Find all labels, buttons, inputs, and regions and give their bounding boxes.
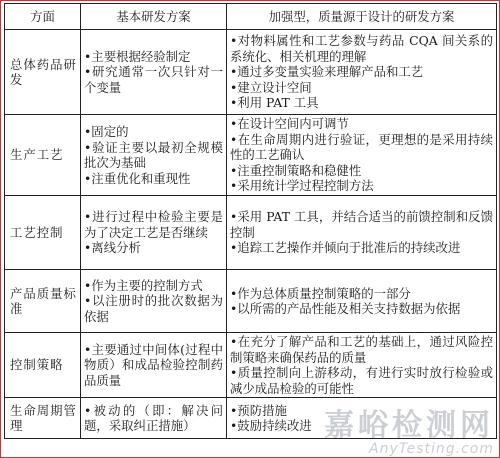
list-item: •固定的	[84, 124, 129, 139]
aspect-cell: 总体药品研发	[5, 30, 81, 115]
enhanced-cell	[227, 398, 497, 439]
watermark-url-text: AnyTesting.com	[369, 441, 494, 457]
table-header-row	[5, 4, 497, 30]
enhanced-cell	[227, 196, 497, 270]
list-item: •鼓励持续改进	[230, 418, 312, 433]
list-item: •预防措施	[230, 402, 287, 418]
list-item: •在设计空间内可调节	[230, 116, 349, 132]
list-item: •离线分析	[84, 240, 141, 256]
list-item: •在充分了解产品和工艺的基础上，通过风险控制策略来确保药品的质量	[230, 334, 493, 365]
aspect-cell: 生产工艺	[5, 115, 81, 196]
list-item: •对物料属性和工艺参数与药品 CQA 间关系的系统化、相关机理的理解	[230, 33, 493, 64]
list-item: •研究通常一次只针对一个变量	[84, 64, 223, 95]
aspect-cell: 工艺控制	[5, 196, 81, 270]
list-item: •主要根据经验制定	[84, 48, 191, 64]
list-item: •被动的（即：解决问题，采取纠正措施）	[84, 402, 223, 433]
list-item: •注重优化和重现性	[84, 170, 191, 186]
aspect-cell: 产品质量标准	[5, 270, 81, 333]
list-item: •通过多变量实验来理解产品和工艺	[230, 64, 424, 80]
table-row	[5, 196, 497, 270]
basic-cell	[81, 196, 227, 270]
list-item: •采用统计学过程控制方法	[230, 178, 374, 194]
list-item: •在生命周期内进行验证，更理想的是采用持续性的工艺确认	[230, 131, 493, 163]
list-item: •验证主要以最初全规模批次为基础	[84, 139, 223, 170]
header-enhanced: 加强型，质量源于设计的研发方案	[227, 4, 497, 30]
watermark-logo-text: 嘉峪检测网	[324, 408, 494, 443]
list-item: •以注册时的批次数据为依据	[84, 293, 223, 324]
aspect-cell: 生命周期管理	[5, 398, 81, 439]
table-row	[5, 270, 497, 333]
basic-cell	[81, 270, 227, 333]
basic-cell	[81, 30, 227, 115]
list-item: •作为总体质量控制策略的一部分	[230, 285, 411, 301]
table-row	[5, 30, 497, 115]
table-body	[5, 30, 497, 439]
list-item: •采用 PAT 工具，并结合适当的前馈控制和反馈控制	[230, 209, 493, 240]
enhanced-cell	[227, 270, 497, 333]
table-row	[5, 115, 497, 196]
list-item: •以所需的产品性能及相关支持数据为依据	[230, 301, 461, 316]
list-item: •建立设计空间	[230, 79, 312, 95]
table-row	[5, 333, 497, 398]
basic-cell	[81, 398, 227, 439]
list-item: •追踪工艺操作并倾向于批准后的持续改进	[230, 240, 461, 256]
enhanced-cell	[227, 30, 497, 115]
comparison-table	[4, 3, 497, 439]
list-item: •质量控制向上游移动，有进行实时放行检验或减少成品检验的可能性	[230, 365, 493, 396]
header-basic: 基本研发方案	[81, 4, 227, 30]
aspect-cell: 控制策略	[5, 333, 81, 398]
list-item: •注重控制策略和稳健性	[230, 162, 362, 178]
basic-cell	[81, 333, 227, 398]
list-item: •利用 PAT 工具	[230, 95, 319, 111]
list-item: •进行过程中检验主要是为了决定工艺是否继续	[84, 209, 223, 240]
header-aspect: 方面	[5, 4, 81, 30]
table-row	[5, 398, 497, 439]
list-item: •作为主要的控制方式	[84, 277, 203, 293]
enhanced-cell	[227, 333, 497, 398]
enhanced-cell	[227, 115, 497, 196]
basic-cell	[81, 115, 227, 196]
list-item: •主要通过中间体(过程中物质）和成品检验控制药品质量	[84, 341, 223, 388]
